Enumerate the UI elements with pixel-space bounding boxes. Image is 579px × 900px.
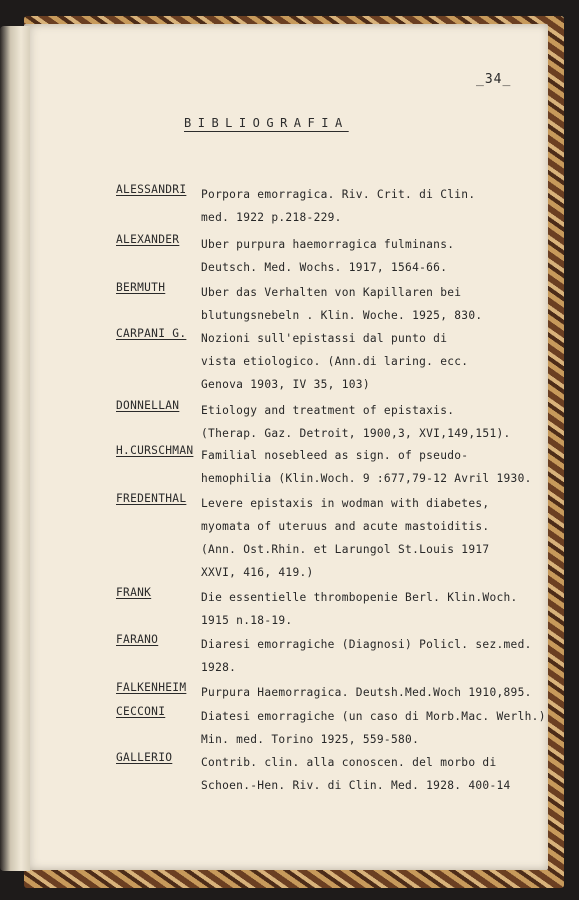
citation-line: (Ann. Ost.Rhin. et Larungol St.Louis 1917 bbox=[201, 543, 490, 556]
citation-line: 1928. bbox=[201, 661, 237, 674]
citation-line: myomata of uteruus and acute mastoiditis. bbox=[201, 520, 490, 533]
citation-line: hemophilia (Klin.Woch. 9 :677,79-12 Avril 1930. bbox=[201, 472, 532, 485]
citation-line: Min. med. Torino 1925, 559-580. bbox=[201, 733, 420, 746]
entry-author-bermuth: BERMUTH bbox=[116, 281, 166, 294]
citation-line: Deutsch. Med. Wochs. 1917, 1564-66. bbox=[201, 261, 448, 274]
citation-line: Levere epistaxis in wodman with diabetes, bbox=[201, 497, 490, 510]
entry-author-cecconi: CECCONI bbox=[116, 705, 166, 718]
citation-line: blutungsnebeln . Klin. Woche. 1925, 830. bbox=[201, 309, 483, 322]
citation-line: Contrib. clin. alla conoscen. del morbo di bbox=[201, 756, 497, 769]
citation-line: Etiology and treatment of epistaxis. bbox=[201, 404, 455, 417]
citation-line: Genova 1903, IV 35, 103) bbox=[201, 378, 370, 391]
entry-citation-curschman bbox=[201, 444, 546, 490]
entry-citation-fredenthal bbox=[201, 492, 546, 584]
entry-author-alexander: ALEXANDER bbox=[116, 233, 180, 246]
bibliography-heading: BIBLIOGRAFIA bbox=[184, 116, 349, 130]
citation-line: 1915 n.18-19. bbox=[201, 614, 293, 627]
citation-line: XXVI, 416, 419.) bbox=[201, 566, 314, 579]
citation-line: Die essentielle thrombopenie Berl. Klin.Woch. bbox=[201, 591, 518, 604]
entry-citation-gallerio bbox=[201, 751, 546, 797]
citation-line: Uber purpura haemorragica fulminans. bbox=[201, 238, 455, 251]
entry-citation-carpani bbox=[201, 327, 546, 396]
page-number: _34_ bbox=[476, 72, 512, 87]
citation-line: Porpora emorragica. Riv. Crit. di Clin. bbox=[201, 188, 476, 201]
citation-line: Diaresi emorragiche (Diagnosi) Policl. sez.med. bbox=[201, 638, 532, 651]
entry-author-fredenthal: FREDENTHAL bbox=[116, 492, 187, 505]
entry-author-curschman: H.CURSCHMAN bbox=[116, 444, 194, 457]
citation-line: Nozioni sull'epistassi dal punto di bbox=[201, 332, 448, 345]
citation-line: Uber das Verhalten von Kapillaren bei bbox=[201, 286, 462, 299]
entry-author-gallerio: GALLERIO bbox=[116, 751, 173, 764]
entry-citation-falkenheim bbox=[201, 681, 546, 704]
citation-line: vista etiologico. (Ann.di laring. ecc. bbox=[201, 355, 469, 368]
entry-citation-alessandri bbox=[201, 183, 546, 229]
entry-author-frank: FRANK bbox=[116, 586, 152, 599]
citation-line: Purpura Haemorragica. Deutsh.Med.Woch 1910,895. bbox=[201, 686, 532, 699]
citation-line: Diatesi emorragiche (un caso di Morb.Mac. Werlh.) bbox=[201, 710, 546, 723]
entry-citation-farano bbox=[201, 633, 546, 679]
entry-citation-cecconi bbox=[201, 705, 546, 751]
citation-line: med. 1922 p.218-229. bbox=[201, 211, 342, 224]
entry-citation-donnellan bbox=[201, 399, 546, 445]
entry-author-alessandri: ALESSANDRI bbox=[116, 183, 187, 196]
citation-line: Familial nosebleed as sign. of pseudo- bbox=[201, 449, 469, 462]
citation-line: Schoen.-Hen. Riv. di Clin. Med. 1928. 400-14 bbox=[201, 779, 511, 792]
entry-citation-bermuth bbox=[201, 281, 546, 327]
entry-author-falkenheim: FALKENHEIM bbox=[116, 681, 187, 694]
entry-author-farano: FARANO bbox=[116, 633, 159, 646]
entry-author-donnellan: DONNELLAN bbox=[116, 399, 180, 412]
entry-citation-frank bbox=[201, 586, 546, 632]
entry-author-carpani: CARPANI G. bbox=[116, 327, 187, 340]
citation-line: (Therap. Gaz. Detroit, 1900,3, XVI,149,151). bbox=[201, 427, 511, 440]
entry-citation-alexander bbox=[201, 233, 546, 279]
